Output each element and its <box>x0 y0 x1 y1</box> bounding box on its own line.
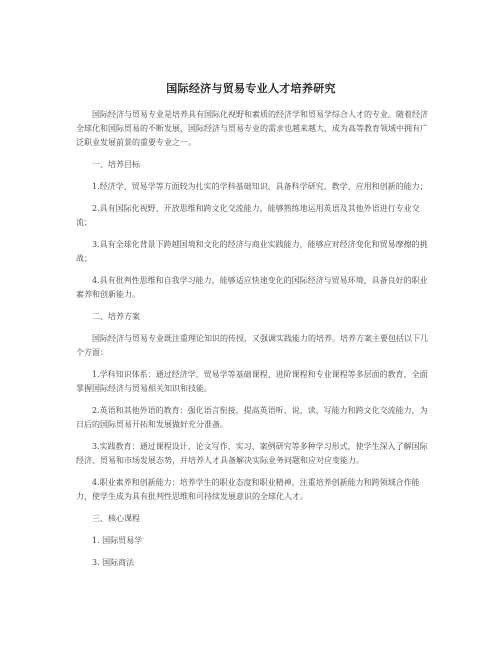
plan-item: 2.英语和其他外语的教育：强化语言衔接，提高英语听、说、读、写能力和跨文化交流能力，为日后的国际贸易开拓和发展做好充分准备。 <box>76 406 428 429</box>
section-heading-plan: 二、培养方案 <box>92 312 140 321</box>
section-heading-goals: 一、培养目标 <box>92 160 140 169</box>
course-item: 1. 国际贸易学 <box>92 536 143 545</box>
plan-item: 1.学科知识体系：通过经济学、贸易学等基础课程、进阶课程和专业课程等多层面的教育，全面掌握国际经济与贸易相关知识和技能。 <box>76 370 428 393</box>
goal-item: 2.具有国际化视野、开放思维和跨文化交流能力，能够熟练地运用英语及其他外语进行专业交流； <box>76 204 420 227</box>
course-item: 3. 国际商法 <box>92 558 135 567</box>
goal-item: 1.经济学、贸易学等方面较为扎实的学科基础知识，具备科学研究、教学、应用和创新的能力； <box>92 182 428 191</box>
section-heading-courses: 三、核心课程 <box>92 514 140 523</box>
plan-intro-paragraph: 国际经济与贸易专业既注重理论知识的传授，又强调实践能力的培养。培养方案主要包括以下几个方面： <box>76 334 428 357</box>
plan-item: 4.职业素养和创新能力：培养学生的职业态度和职业精神，注重培养创新能力和跨领域合作能力，使学生成为具有批判性思维和可持续发展意识的全球化人才。 <box>76 478 420 501</box>
goal-item: 4.具有批判性思维和自我学习能力，能够适应快速变化的国际经济与贸易环境，具备良好的职业素养和创新能力。 <box>76 276 428 299</box>
intro-paragraph: 国际经济与贸易专业是培养具有国际化视野和素质的经济学和贸易学综合人才的专业。随着经济全球化和国际贸易的不断发展，国际经济与贸易专业的需求也越来越大，成为高等教育领域中拥有广泛职业发展前景的重要专业之一。 <box>76 110 428 147</box>
document-body <box>76 108 428 578</box>
goal-item: 3.具有全球化背景下跨越国境和文化的经济与商业实践能力，能够应对经济变化和贸易摩擦的挑战； <box>76 240 428 263</box>
plan-item: 3.实践教育：通过课程设计、论文写作、实习、案例研究等多种学习形式，使学生深入了解国际经济、贸易和市场发展态势，并培养人才具备解决实际业务问题和应对应变能力。 <box>76 442 428 465</box>
document-title: 国际经济与贸易专业人才培养研究 <box>166 82 336 95</box>
